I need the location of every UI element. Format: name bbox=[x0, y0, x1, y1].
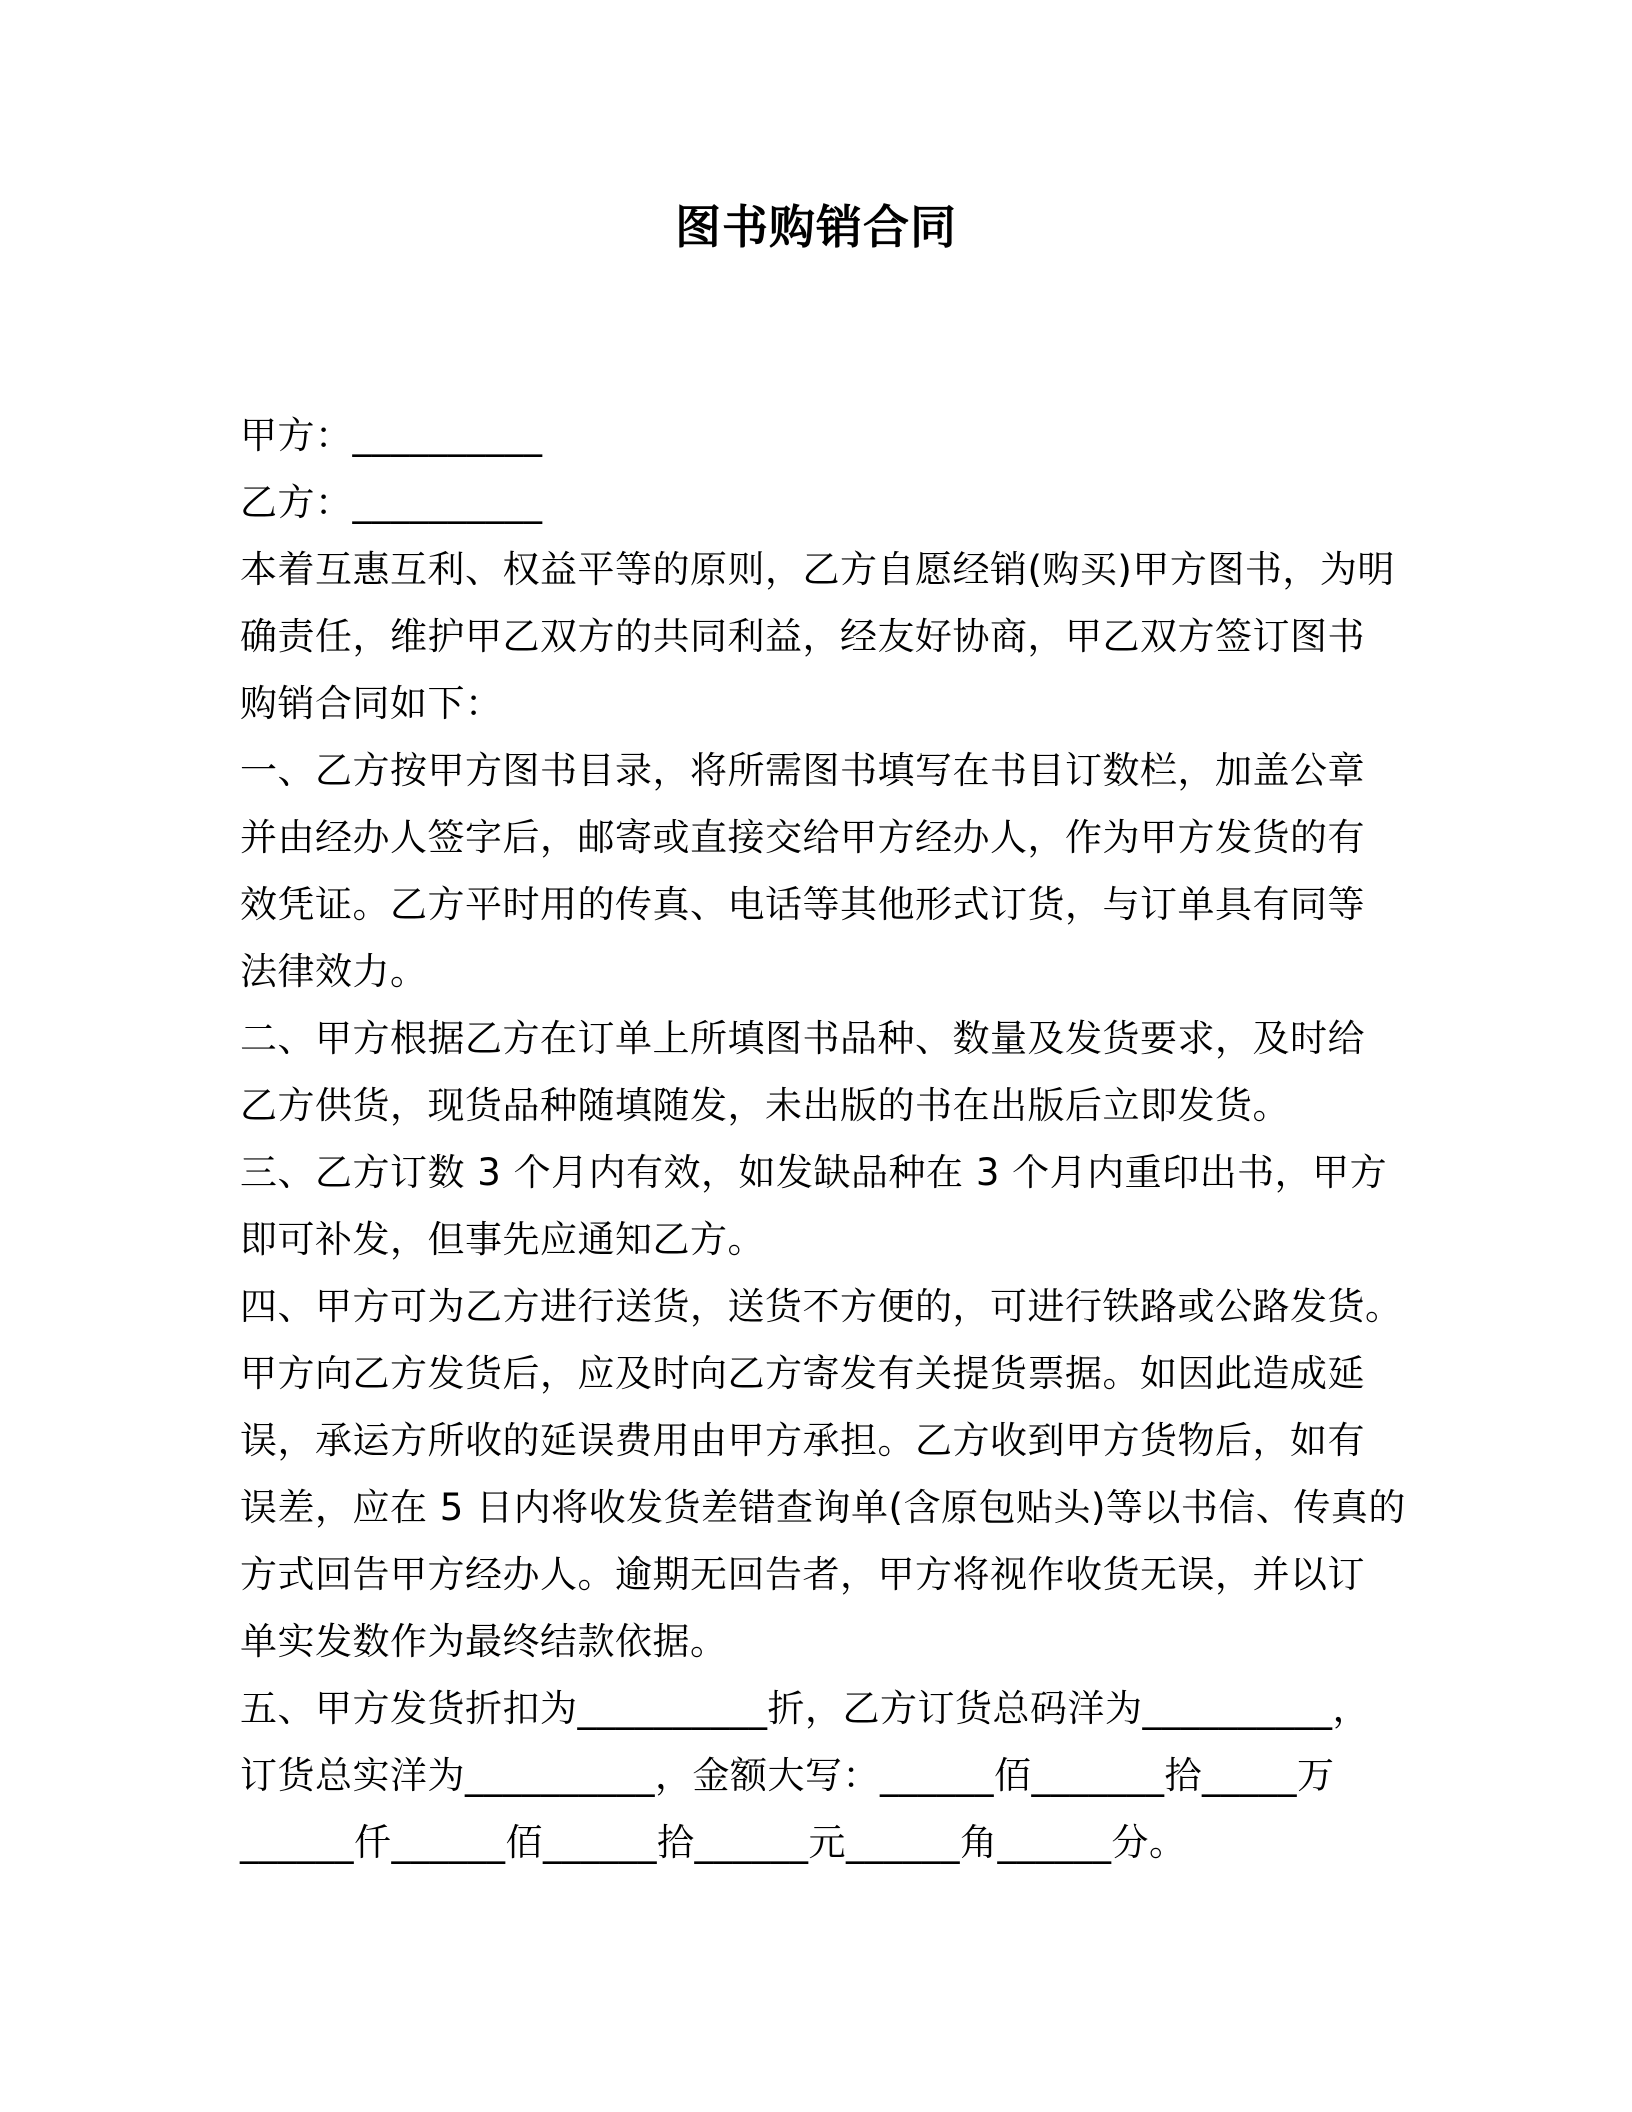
clause-4-line-5: 方式回告甲方经办人。逾期无回告者，甲方将视作收货无误，并以订 bbox=[240, 1553, 1365, 1596]
clause-4-line-2: 甲方向乙方发货后，应及时向乙方寄发有关提货票据。如因此造成延 bbox=[240, 1352, 1365, 1395]
clause-4-line-6: 单实发数作为最终结款依据。 bbox=[240, 1620, 728, 1663]
party-a-line: 甲方：__________ bbox=[240, 414, 543, 457]
clause-1-line-4: 法律效力。 bbox=[240, 950, 428, 993]
clause-3-line-1: 三、乙方订数 3 个月内有效，如发缺品种在 3 个月内重印出书，甲方 bbox=[240, 1151, 1388, 1194]
preamble-line-1: 本着互惠互利、权益平等的原则，乙方自愿经销(购买)甲方图书，为明 bbox=[240, 548, 1395, 591]
clause-5-line-1: 五、甲方发货折扣为__________折，乙方订货总码洋为__________， bbox=[240, 1687, 1370, 1730]
clause-1-line-3: 效凭证。乙方平时用的传真、电话等其他形式订货，与订单具有同等 bbox=[240, 883, 1365, 926]
clause-2-line-2: 乙方供货，现货品种随填随发，未出版的书在出版后立即发货。 bbox=[240, 1084, 1290, 1127]
clause-4-line-4: 误差，应在 5 日内将收发货差错查询单(含原包贴头)等以书信、传真的 bbox=[240, 1486, 1406, 1529]
contract-body bbox=[240, 402, 1406, 1876]
party-b-line: 乙方：__________ bbox=[240, 481, 543, 524]
clause-5-line-3: ______仟______佰______拾______元______角______分。 bbox=[240, 1821, 1187, 1864]
clause-4-line-1: 四、甲方可为乙方进行送货，送货不方便的，可进行铁路或公路发货。 bbox=[240, 1285, 1403, 1328]
clause-2-line-1: 二、甲方根据乙方在订单上所填图书品种、数量及发货要求，及时给 bbox=[240, 1017, 1365, 1060]
preamble-line-2: 确责任，维护甲乙双方的共同利益，经友好协商，甲乙双方签订图书 bbox=[240, 615, 1365, 658]
preamble-line-3: 购销合同如下： bbox=[240, 682, 503, 725]
clause-1-line-1: 一、乙方按甲方图书目录，将所需图书填写在书目订数栏，加盖公章 bbox=[240, 749, 1365, 792]
clause-3-line-2: 即可补发，但事先应通知乙方。 bbox=[240, 1218, 765, 1261]
clause-1-line-2: 并由经办人签字后，邮寄或直接交给甲方经办人，作为甲方发货的有 bbox=[240, 816, 1365, 859]
document-title: 图书购销合同 bbox=[675, 200, 957, 254]
clause-5-line-2: 订货总实洋为__________，金额大写：______佰_______拾_____万 bbox=[240, 1754, 1335, 1797]
clause-4-line-3: 误，承运方所收的延误费用由甲方承担。乙方收到甲方货物后，如有 bbox=[240, 1419, 1365, 1462]
